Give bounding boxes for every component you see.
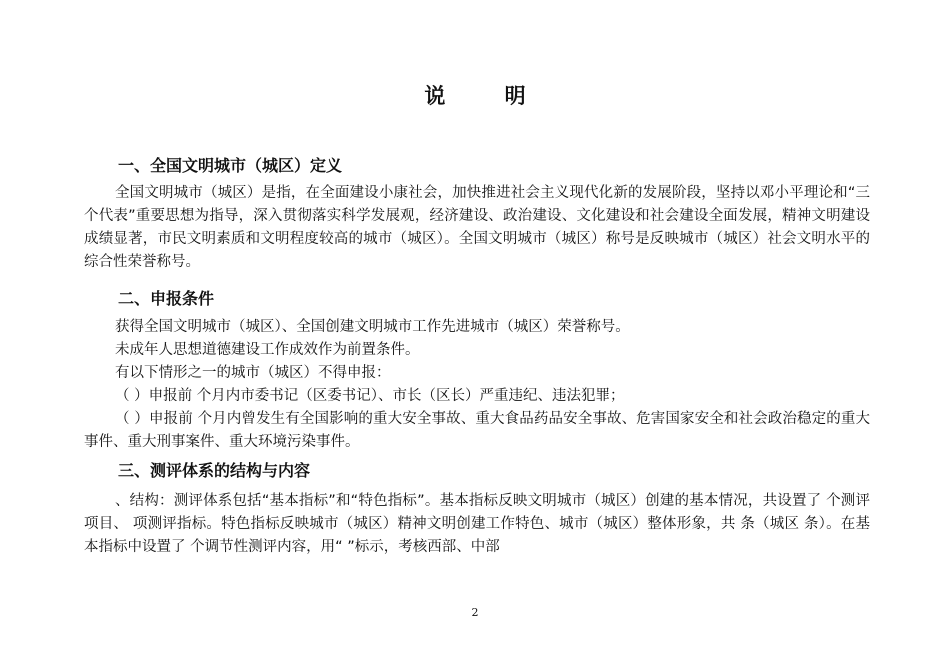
- condition-line: 获得全国文明城市（城区）、全国创建文明城市工作先进城市（城区）荣誉称号。: [115, 319, 630, 335]
- condition-line: 未成年人思想道德建设工作成效作为前置条件。: [115, 342, 420, 358]
- condition-line: （ ）申报前 个月内市委书记（区委书记）、市长（区长）严重违纪、违法犯罪；: [115, 388, 625, 404]
- condition-line: （ ）申报前 个月内曾发生有全国影响的重大安全事故、重大食品药品安全事故、危害国家安全和社会政治稳定的重大事件、重大刑事案件、重大环境污染事件。: [84, 411, 870, 450]
- page-number: 2: [471, 606, 479, 619]
- section-heading-structure: 三、测评体系的结构与内容: [118, 461, 311, 480]
- section-heading-conditions: 二、申报条件: [118, 289, 215, 308]
- structure-paragraph: 、结构：测评体系包括“基本指标”和“特色指标”。基本指标反映文明城市（城区）创建的基本情况，共设置了 个测评项目、 项测评指标。特色指标反映城市（城区）精神文明创建工作特色、城市（城区）整体形象，共 条（城区 条）。在基本指标中设置了 个调节性测评内容，用“ ”标示，考核西部、中部: [84, 493, 870, 555]
- definition-paragraph: 全国文明城市（城区）是指，在全面建设小康社会，加快推进社会主义现代化新的发展阶段，坚持以邓小平理论和“三个代表”重要思想为指导，深入贯彻落实科学发展观，经济建设、政治建设、文化建设和社会建设全面发展，精神文明建设成绩显著，市民文明素质和文明程度较高的城市（城区）。全国文明城市（城区）称号是反映城市（城区）社会文明水平的综合性荣誉称号。: [84, 185, 870, 270]
- condition-line: 有以下情形之一的城市（城区）不得申报：: [115, 365, 391, 381]
- page-title: 说 明: [424, 84, 552, 108]
- section-heading-definition: 一、全国文明城市（城区）定义: [118, 156, 343, 175]
